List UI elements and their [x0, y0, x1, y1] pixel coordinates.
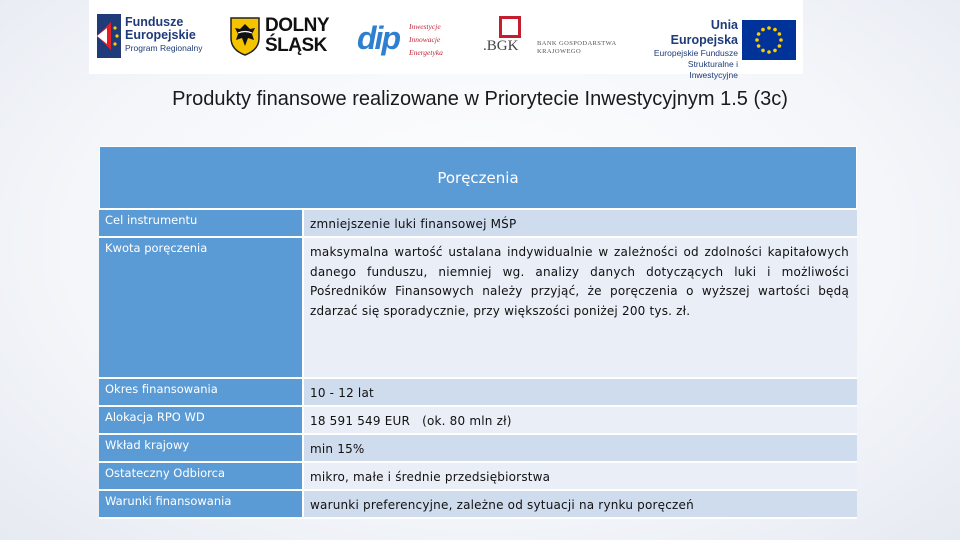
row-value: 10 - 12 lat — [304, 379, 857, 405]
products-table — [99, 146, 857, 519]
eu-flag-icon — [742, 20, 796, 60]
eu-star-icon — [778, 32, 782, 36]
dip-mark: dip — [357, 20, 399, 56]
bgk-logo — [471, 14, 621, 64]
dip-line2: Innowacje — [409, 35, 441, 44]
eu-star-icon — [755, 38, 759, 42]
dolny-slask-logo — [229, 14, 339, 64]
bgk-square-icon — [499, 16, 521, 38]
ue-line2: Europejskie Fundusze — [653, 48, 738, 58]
row-label: Kwota poręczenia — [99, 238, 304, 377]
fundusze-europejskie-logo — [97, 8, 215, 66]
ds-line1: DOLNY — [265, 15, 329, 36]
row-label: Cel instrumentu — [99, 210, 304, 236]
eu-star-icon — [767, 26, 771, 30]
eu-star-icon — [773, 28, 777, 32]
eu-star-icon — [778, 44, 782, 48]
table-row — [99, 379, 857, 407]
logo-bar — [89, 0, 803, 80]
eu-star-icon — [757, 32, 761, 36]
eu-star-icon — [761, 49, 765, 53]
dip-logo — [357, 10, 453, 66]
eagle-shield-icon — [229, 16, 261, 56]
unia-europejska-logo — [644, 16, 804, 80]
bgk-name: .BGK — [483, 38, 519, 54]
row-label: Warunki finansowania — [99, 491, 304, 517]
table-row — [99, 210, 857, 238]
row-label: Ostateczny Odbiorca — [99, 463, 304, 489]
ue-line3: Strukturalne i Inwestycyjne — [687, 59, 738, 80]
row-value: maksymalna wartość ustalana indywidualnie w zależności od zdolności kapitałowych danego funduszu, niemniej wg. analizy danych dotyczących luki i możliwości Pośredników Finansowych należy przyjąć, że poręczenia o wyższej wartości będą zdarzać się sporadycznie, przy większości poniżej 200 tys. zł. — [304, 238, 857, 377]
eu-star-icon — [757, 44, 761, 48]
eu-star-icon — [779, 38, 783, 42]
table-row — [99, 407, 857, 435]
ds-line2: ŚLĄSK — [265, 35, 327, 56]
dip-line1: Inwestycje — [409, 22, 441, 31]
dip-line3: Energetyka — [409, 48, 443, 57]
fe-line1: Fundusze — [125, 15, 184, 29]
table-row — [99, 463, 857, 491]
row-value: zmniejszenie luki finansowej MŚP — [304, 210, 857, 236]
row-value: 18 591 549 EUR (ok. 80 mln zł) — [304, 407, 857, 433]
bgk-sub1: BANK GOSPODARSTWA — [537, 40, 617, 47]
table-row — [99, 238, 857, 379]
row-value: mikro, małe i średnie przedsiębiorstwa — [304, 463, 857, 489]
row-label: Wkład krajowy — [99, 435, 304, 461]
row-value: min 15% — [304, 435, 857, 461]
table-row — [99, 435, 857, 463]
row-label: Okres finansowania — [99, 379, 304, 405]
fe-line3: Program Regionalny — [125, 43, 203, 53]
eu-star-icon — [773, 49, 777, 53]
fe-line2: Europejskie — [125, 28, 196, 42]
ue-line1: Unia Europejska — [670, 18, 738, 47]
eu-star-icon — [761, 28, 765, 32]
row-value: warunki preferencyjne, zależne od sytuacji na rynku poręczeń — [304, 491, 857, 517]
table-header: Poręczenia — [99, 146, 857, 210]
slide-title: Produkty finansowe realizowane w Priorytecie Inwestycyjnym 1.5 (3c) — [172, 88, 788, 110]
eu-star-icon — [767, 50, 771, 54]
row-label: Alokacja RPO WD — [99, 407, 304, 433]
fe-flag-icon — [97, 14, 121, 58]
bgk-sub2: KRAJOWEGO — [537, 48, 582, 55]
table-row — [99, 491, 857, 519]
